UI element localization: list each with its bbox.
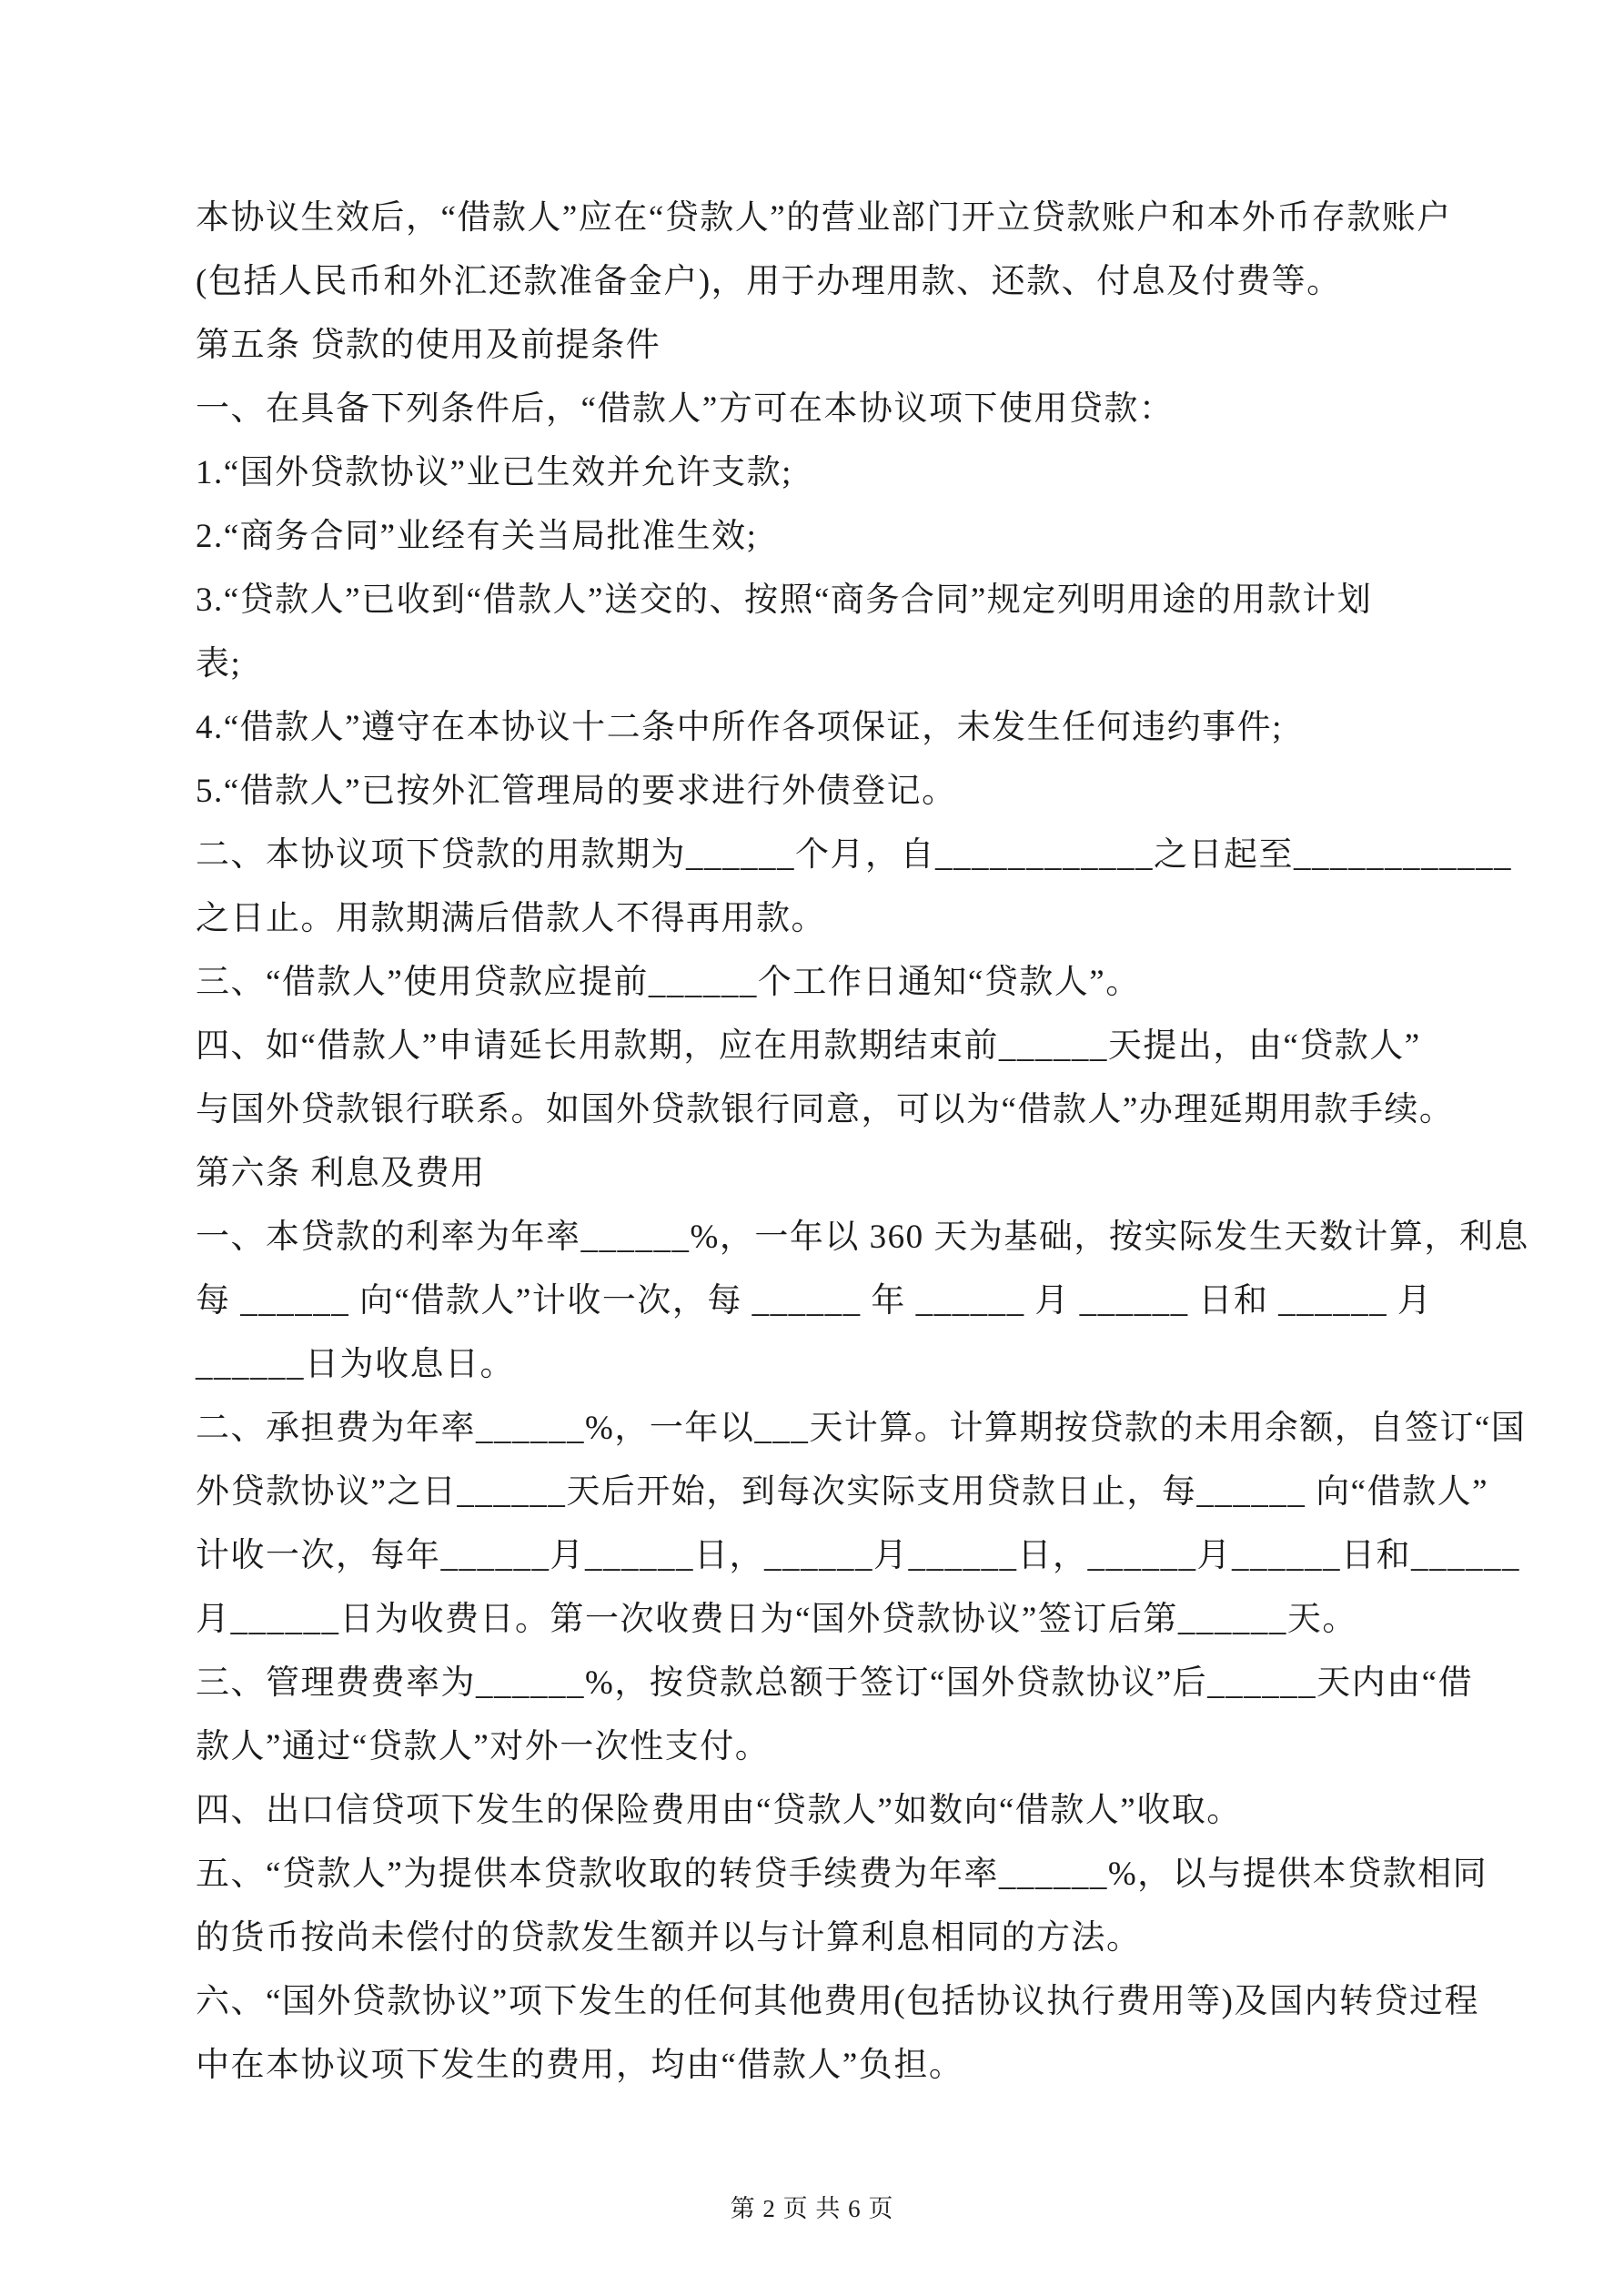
text-line: 二、本协议项下贷款的用款期为______个月，自____________之日起至____________ (196, 836, 1512, 874)
text-line: 4.“借款人”遵守在本协议十二条中所作各项保证，未发生任何违约事件; (196, 709, 1283, 746)
text-line: 3.“贷款人”已收到“借款人”送交的、按照“商务合同”规定列明用途的用款计划 (196, 582, 1373, 619)
text-line: 三、管理费费率为______%，按贷款总额于签订“国外贷款协议”后______天内由“借 (196, 1664, 1474, 1702)
text-line: ______日为收息日。 (196, 1346, 515, 1383)
text-line: 款人”通过“贷款人”对外一次性支付。 (196, 1728, 771, 1765)
text-line: 1.“国外贷款协议”业已生效并允许支款; (196, 454, 792, 491)
text-line: 四、出口信贷项下发生的保险费用由“贷款人”如数向“借款人”收取。 (196, 1792, 1242, 1829)
page-footer: 第 2 页 共 6 页 (730, 2195, 894, 2222)
text-line: 表; (196, 645, 242, 683)
section-heading: 第五条 贷款的使用及前提条件 (196, 327, 661, 364)
text-line: 计收一次，每年______月______日，______月______日，______月______日和______ (196, 1537, 1520, 1574)
text-line: 三、“借款人”使用贷款应提前______个工作日通知“贷款人”。 (196, 964, 1141, 1001)
text-line: 外贷款协议”之日______天后开始，到每次实际支用贷款日止，每______ 向“借款人” (196, 1473, 1489, 1511)
text-line: 与国外贷款银行联系。如国外贷款银行同意，可以为“借款人”办理延期用款手续。 (196, 1091, 1455, 1128)
document-body (196, 187, 1529, 2098)
text-line: 五、“贷款人”为提供本贷款收取的转贷手续费为年率______%，以与提供本贷款相同 (196, 1856, 1488, 1893)
text-line: 月______日为收费日。第一次收费日为“国外贷款协议”签订后第______天。 (196, 1601, 1357, 1638)
text-line: 六、“国外贷款协议”项下发生的任何其他费用(包括协议执行费用等)及国内转贷过程 (196, 1983, 1479, 2020)
text-line: 一、在具备下列条件后，“借款人”方可在本协议项下使用贷款： (196, 390, 1175, 428)
text-line: (包括人民币和外汇还款准备金户)，用于办理用款、还款、付息及付费等。 (196, 263, 1342, 300)
text-line: 的货币按尚未偿付的贷款发生额并以与计算利息相同的方法。 (196, 1919, 1142, 1957)
text-line: 本协议生效后，“借款人”应在“贷款人”的营业部门开立贷款账户和本外币存款账户 (196, 199, 1452, 237)
text-line: 中在本协议项下发生的费用，均由“借款人”负担。 (196, 2047, 964, 2084)
text-line: 二、承担费为年率______%，一年以___天计算。计算期按贷款的未用余额，自签订“国 (196, 1410, 1527, 1447)
text-line: 2.“商务合同”业经有关当局批准生效; (196, 518, 758, 555)
text-line: 一、本贷款的利率为年率______%，一年以 360 天为基础，按实际发生天数计算，利息 (196, 1219, 1529, 1256)
text-line: 5.“借款人”已按外汇管理局的要求进行外债登记。 (196, 773, 957, 810)
text-line: 四、如“借款人”申请延长用款期，应在用款期结束前______天提出，由“贷款人” (196, 1027, 1421, 1065)
section-heading: 第六条 利息及费用 (196, 1155, 486, 1192)
text-line: 之日止。用款期满后借款人不得再用款。 (196, 900, 826, 937)
text-line: 每 ______ 向“借款人”计收一次，每 ______ 年 ______ 月 ______ 日和 ______ 月 (196, 1282, 1433, 1320)
